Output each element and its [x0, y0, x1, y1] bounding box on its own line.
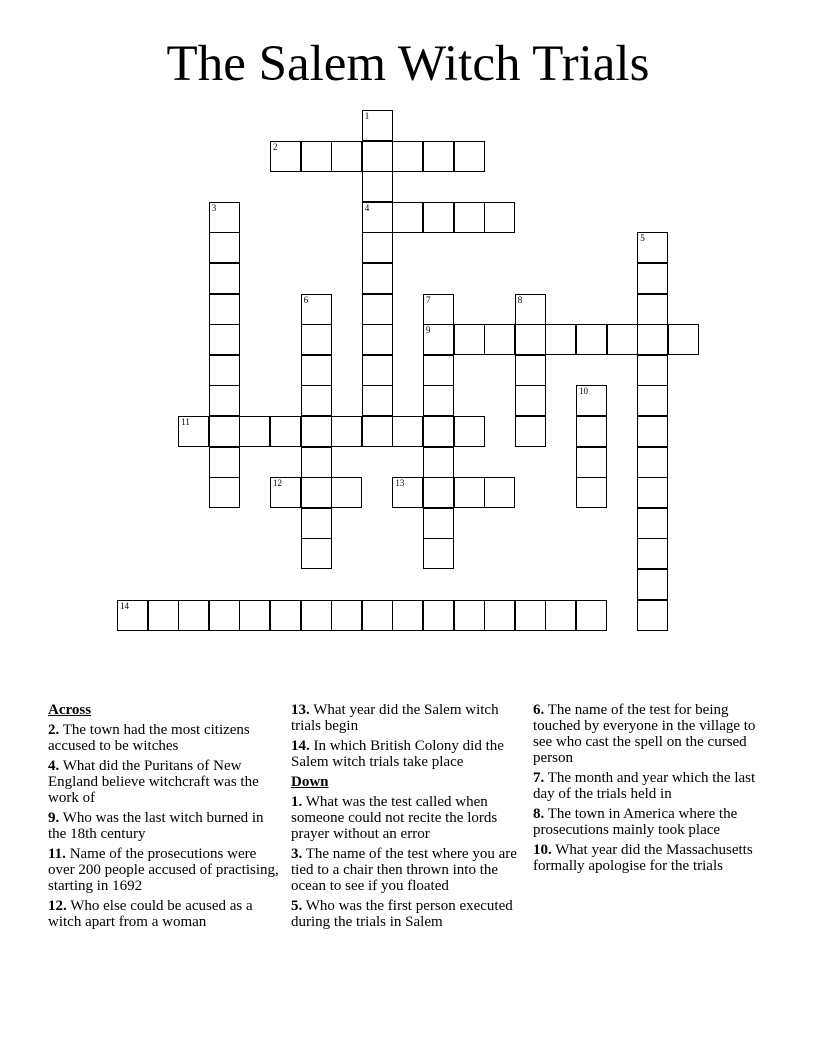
grid-cell[interactable] [576, 477, 607, 508]
grid-cell[interactable] [515, 355, 546, 386]
grid-cell[interactable] [178, 600, 209, 631]
clue-item [291, 898, 527, 930]
clue-text: The name of the test where you are tied to a chair then thrown into the ocean to see if you floated [291, 846, 517, 894]
grid-cell[interactable] [392, 600, 423, 631]
grid-cell[interactable] [637, 477, 668, 508]
grid-cell[interactable] [423, 538, 454, 569]
clue-text: The name of the test for being touched by everyone in the village to see who cast the spell on the cursed person [533, 702, 756, 766]
grid-cell[interactable] [209, 355, 240, 386]
grid-cell[interactable] [209, 600, 240, 631]
clue-number-label: 9. [48, 810, 60, 826]
grid-cell[interactable] [301, 385, 332, 416]
clue-item [533, 842, 769, 874]
grid-cell[interactable] [362, 263, 393, 294]
clue-number: 1 [364, 111, 370, 121]
clue-item [48, 810, 284, 842]
grid-cell[interactable] [362, 171, 393, 202]
grid-cell[interactable] [209, 447, 240, 478]
across-heading: Across [48, 702, 92, 718]
grid-cell[interactable] [637, 508, 668, 539]
grid-cell[interactable] [362, 416, 393, 447]
clue-number: 9 [426, 325, 431, 336]
clue-number-label: 5. [291, 898, 303, 914]
clue-text: In which British Colony did the Salem witch trials take place [291, 738, 504, 770]
clue-number-label: 12. [48, 898, 67, 914]
clue-text: The month and year which the last day of the trials held in [533, 770, 756, 802]
grid-cell[interactable] [362, 385, 393, 416]
grid-cell[interactable] [454, 416, 485, 447]
grid-cell[interactable] [454, 600, 485, 631]
grid-cell[interactable] [576, 600, 607, 631]
clue-number-label: 1. [291, 794, 303, 810]
grid-cell[interactable] [209, 263, 240, 294]
grid-cell[interactable] [301, 447, 332, 478]
clue-text: The town had the most citizens accused to be witches [48, 722, 250, 754]
grid-cell[interactable] [209, 324, 240, 355]
clue-number-label: 10. [533, 842, 552, 858]
grid-cell[interactable] [362, 110, 393, 141]
grid-cell[interactable] [637, 538, 668, 569]
grid-cell[interactable] [637, 294, 668, 325]
clue-number: 6 [303, 294, 309, 305]
grid-cell[interactable] [209, 477, 240, 508]
grid-cell[interactable] [270, 416, 301, 447]
grid-cell[interactable] [209, 232, 240, 263]
grid-cell[interactable] [668, 324, 699, 355]
clue-column-2 [291, 702, 527, 934]
grid-cell[interactable] [301, 141, 332, 172]
grid-cell[interactable] [637, 385, 668, 416]
grid-cell[interactable] [239, 416, 270, 447]
grid-cell[interactable] [362, 355, 393, 386]
grid-cell[interactable] [392, 416, 423, 447]
grid-cell[interactable] [423, 477, 454, 508]
grid-cell[interactable] [209, 416, 240, 447]
grid-cell[interactable] [576, 324, 607, 355]
grid-cell[interactable] [515, 600, 546, 631]
clue-item [533, 806, 769, 838]
clue-text: Who was the first person executed during the trials in Salem [291, 898, 513, 930]
clue-number-label: 11. [48, 846, 66, 862]
grid-cell[interactable] [423, 141, 454, 172]
clue-column-1 [48, 702, 284, 934]
grid-cell[interactable] [454, 141, 485, 172]
grid-cell[interactable] [423, 385, 454, 416]
grid-cell[interactable] [515, 416, 546, 447]
grid-cell[interactable] [637, 569, 668, 600]
grid-cell[interactable] [209, 202, 240, 233]
clue-number: 13 [395, 478, 405, 489]
clue-item [291, 738, 527, 770]
grid-cell[interactable] [239, 600, 270, 631]
clue-number-label: 3. [291, 846, 303, 862]
grid-cell[interactable] [209, 294, 240, 325]
grid-cell[interactable] [484, 477, 515, 508]
grid-cell[interactable] [484, 324, 515, 355]
grid-cell[interactable] [301, 508, 332, 539]
grid-cell[interactable] [392, 202, 423, 233]
puzzle-title: The Salem Witch Trials [166, 36, 650, 92]
clue-number: 3 [211, 202, 217, 213]
clue-number: 4 [364, 202, 370, 213]
grid-cell[interactable] [576, 416, 607, 447]
clue-column-3 [533, 702, 769, 878]
grid-cell[interactable] [331, 477, 362, 508]
clue-number: 14 [120, 600, 129, 611]
grid-cell[interactable] [362, 600, 393, 631]
grid-cell[interactable] [576, 447, 607, 478]
clue-number-label: 2. [48, 722, 60, 738]
grid-cell[interactable] [362, 141, 393, 172]
clue-item [48, 898, 284, 930]
grid-cell[interactable] [637, 232, 668, 263]
clue-text: What was the test called when someone could not recite the lords prayer without an error [291, 794, 498, 842]
grid-cell[interactable] [301, 538, 332, 569]
grid-cell[interactable] [423, 447, 454, 478]
grid-cell[interactable] [148, 600, 179, 631]
clue-item [48, 758, 284, 806]
grid-cell[interactable] [637, 447, 668, 478]
clue-text: Name of the prosecutions were over 200 people accused of practising, starting in 1692 [48, 846, 279, 894]
grid-cell[interactable] [423, 600, 454, 631]
grid-cell[interactable] [331, 141, 362, 172]
clue-text: The town in America where the prosecutions mainly took place [533, 806, 738, 838]
clue-text: Who was the last witch burned in the 18th century [48, 810, 264, 842]
clue-number-label: 6. [533, 702, 545, 718]
grid-cell[interactable] [270, 141, 301, 172]
grid-cell[interactable] [331, 416, 362, 447]
grid-cell[interactable] [545, 324, 576, 355]
grid-cell[interactable] [454, 202, 485, 233]
grid-cell[interactable] [301, 600, 332, 631]
grid-cell[interactable] [270, 477, 301, 508]
clue-item [48, 722, 284, 754]
grid-cell[interactable] [362, 232, 393, 263]
grid-cell[interactable] [484, 202, 515, 233]
grid-cell[interactable] [117, 600, 148, 631]
grid-cell[interactable] [515, 385, 546, 416]
grid-cell[interactable] [301, 477, 332, 508]
clue-text: Who else could be acused as a witch apart from a woman [48, 898, 253, 930]
grid-cell[interactable] [423, 324, 454, 355]
grid-cell[interactable] [270, 600, 301, 631]
clue-number-label: 7. [533, 770, 545, 786]
clue-item [291, 794, 527, 842]
clue-item [291, 846, 527, 894]
clue-number-label: 4. [48, 758, 60, 774]
clue-number: 11 [181, 417, 190, 427]
grid-cell[interactable] [637, 355, 668, 386]
clue-text: What year did the Massachusetts formally apologise for the trials [533, 842, 753, 874]
grid-cell[interactable] [301, 294, 332, 325]
grid-cell[interactable] [637, 263, 668, 294]
grid-cell[interactable] [178, 416, 209, 447]
down-heading: Down [291, 774, 329, 790]
grid-cell[interactable] [301, 324, 332, 355]
grid-cell[interactable] [637, 416, 668, 447]
clue-item [533, 770, 769, 802]
clue-item [48, 846, 284, 894]
clue-number: 2 [273, 141, 278, 152]
grid-cell[interactable] [423, 294, 454, 325]
grid-cell[interactable] [423, 508, 454, 539]
grid-cell[interactable] [637, 324, 668, 355]
grid-cell[interactable] [515, 294, 546, 325]
grid-cell[interactable] [301, 355, 332, 386]
clue-number: 10 [579, 386, 588, 397]
grid-cell[interactable] [515, 324, 546, 355]
grid-cell[interactable] [392, 477, 423, 508]
clue-item [533, 702, 769, 766]
grid-cell[interactable] [423, 416, 454, 447]
clue-number-label: 13. [291, 702, 310, 718]
clue-number-label: 14. [291, 738, 310, 754]
grid-cell[interactable] [362, 294, 393, 325]
clue-number: 7 [426, 294, 431, 305]
grid-cell[interactable] [362, 324, 393, 355]
clue-text: What did the Puritans of New England believe witchcraft was the work of [48, 758, 259, 806]
grid-cell[interactable] [423, 202, 454, 233]
clue-text: What year did the Salem witch trials begin [291, 702, 499, 734]
grid-cell[interactable] [607, 324, 638, 355]
grid-cell[interactable] [301, 416, 332, 447]
grid-cell[interactable] [576, 385, 607, 416]
clue-number: 12 [273, 478, 282, 489]
grid-cell[interactable] [545, 600, 576, 631]
grid-cell[interactable] [423, 355, 454, 386]
grid-cell[interactable] [331, 600, 362, 631]
clue-number: 5 [640, 233, 645, 244]
grid-cell[interactable] [362, 202, 393, 233]
grid-cell[interactable] [454, 324, 485, 355]
clue-item [291, 702, 527, 734]
clue-number: 8 [517, 294, 523, 305]
grid-cell[interactable] [454, 477, 485, 508]
grid-cell[interactable] [209, 385, 240, 416]
clue-number-label: 8. [533, 806, 545, 822]
grid-cell[interactable] [484, 600, 515, 631]
grid-cell[interactable] [637, 600, 668, 631]
grid-cell[interactable] [392, 141, 423, 172]
